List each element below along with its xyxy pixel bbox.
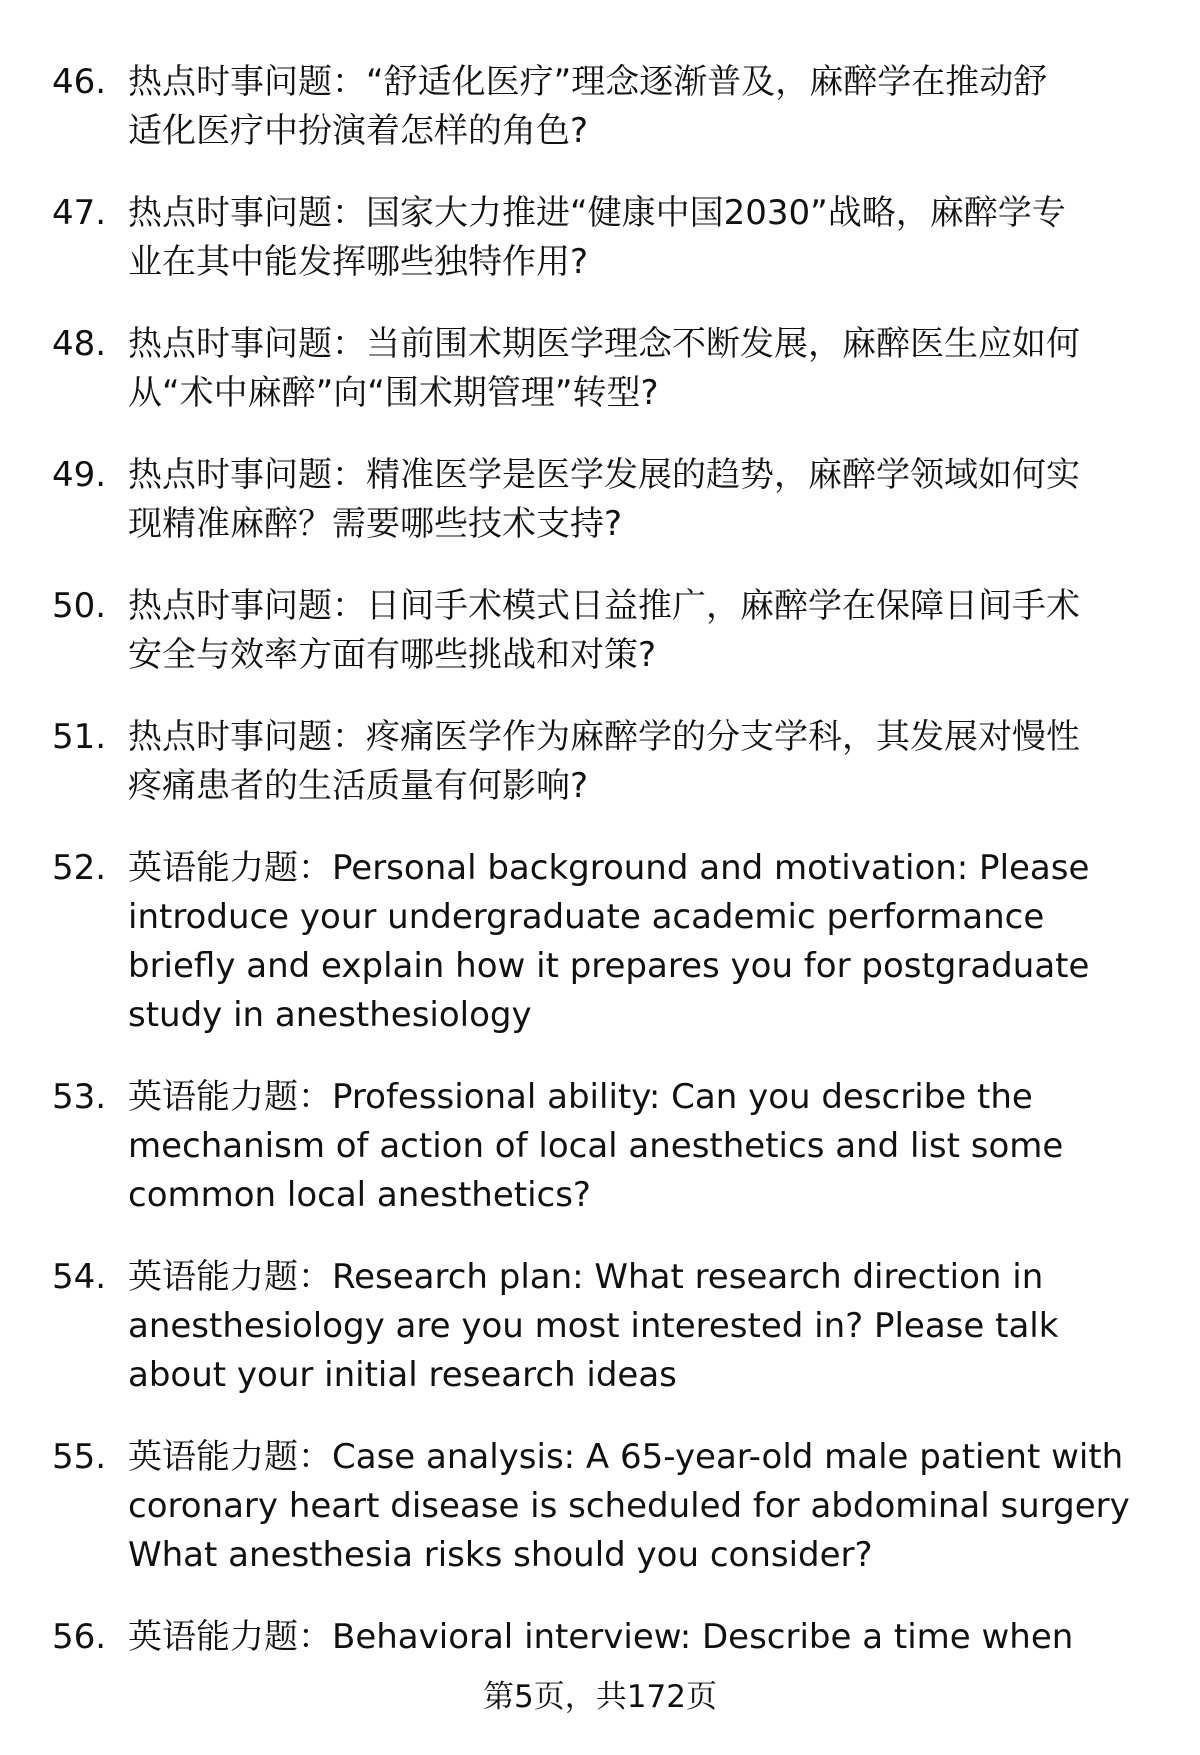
question-number: 52. xyxy=(52,848,107,888)
question-text-line: study in anesthesiology xyxy=(128,995,532,1035)
question-text xyxy=(128,713,1200,811)
question-number: 46. xyxy=(52,62,107,102)
question-item xyxy=(0,1613,1200,1662)
question-text xyxy=(128,189,1200,287)
question-number: 50. xyxy=(52,586,107,626)
question-text-line: 英语能力题：Behavioral interview: Describe a time when xyxy=(128,1617,1074,1657)
question-number: 47. xyxy=(52,193,107,233)
question-number: 54. xyxy=(52,1257,107,1297)
question-text-line: 热点时事问题：疼痛医学作为麻醉学的分支学科，其发展对慢性 xyxy=(128,717,1080,757)
question-item xyxy=(0,189,1200,287)
question-text-line: 热点时事问题：国家大力推进“健康中国2030”战略，麻醉学专 xyxy=(128,193,1066,233)
page-number: 第5页，共172页 xyxy=(483,1679,717,1715)
question-text-line: 从“术中麻醉”向“围术期管理”转型? xyxy=(128,373,659,413)
question-text xyxy=(128,582,1200,680)
question-list xyxy=(0,58,1200,1695)
question-item xyxy=(0,1073,1200,1220)
question-text-line: 业在其中能发挥哪些独特作用? xyxy=(128,242,589,282)
question-number: 53. xyxy=(52,1077,107,1117)
question-text-line: common local anesthetics? xyxy=(128,1175,591,1215)
question-number: 49. xyxy=(52,455,107,495)
question-text-line: 疼痛患者的生活质量有何影响? xyxy=(128,766,589,806)
question-number: 56. xyxy=(52,1617,107,1657)
question-item xyxy=(0,713,1200,811)
question-text-line: 热点时事问题：“舒适化医疗”理念逐渐普及，麻醉学在推动舒 xyxy=(128,62,1048,102)
question-text-line: introduce your undergraduate academic performance xyxy=(128,897,1045,937)
question-text-line: 安全与效率方面有哪些挑战和对策? xyxy=(128,635,657,675)
question-item xyxy=(0,844,1200,1040)
question-item xyxy=(0,1253,1200,1400)
question-item xyxy=(0,58,1200,156)
question-item xyxy=(0,320,1200,418)
question-text-line: anesthesiology are you most interested in? Please talk xyxy=(128,1306,1059,1346)
question-text xyxy=(128,1073,1200,1220)
question-number: 51. xyxy=(52,717,107,757)
question-item xyxy=(0,451,1200,549)
question-text-line: 英语能力题：Case analysis: A 65-year-old male patient with xyxy=(128,1437,1124,1477)
question-text xyxy=(128,1253,1200,1400)
question-item xyxy=(0,582,1200,680)
question-text-line: 热点时事问题：日间手术模式日益推广，麻醉学在保障日间手术 xyxy=(128,586,1080,626)
question-text-line: 英语能力题：Research plan: What research direction in xyxy=(128,1257,1044,1297)
question-number: 48. xyxy=(52,324,107,364)
question-text-line: What anesthesia risks should you consider? xyxy=(128,1535,873,1575)
question-item xyxy=(0,1433,1200,1580)
question-text xyxy=(128,451,1200,549)
question-text-line: mechanism of action of local anesthetics and list some xyxy=(128,1126,1064,1166)
question-text-line: 英语能力题：Professional ability: Can you describe the xyxy=(128,1077,1033,1117)
question-text xyxy=(128,58,1200,156)
question-text-line: coronary heart disease is scheduled for abdominal surgery xyxy=(128,1486,1130,1526)
question-text-line: 热点时事问题：当前围术期医学理念不断发展，麻醉医生应如何 xyxy=(128,324,1080,364)
question-text-line: 热点时事问题：精准医学是医学发展的趋势，麻醉学领域如何实 xyxy=(128,455,1080,495)
question-text xyxy=(128,844,1200,1040)
question-text xyxy=(128,320,1200,418)
question-text-line: 适化医疗中扮演着怎样的角色? xyxy=(128,111,589,151)
question-text-line: briefly and explain how it prepares you for postgraduate xyxy=(128,946,1090,986)
question-text xyxy=(128,1613,1200,1662)
question-text-line: about your initial research ideas xyxy=(128,1355,677,1395)
question-text-line: 现精准麻醉？需要哪些技术支持? xyxy=(128,504,623,544)
question-text xyxy=(128,1433,1200,1580)
question-text-line: 英语能力题：Personal background and motivation: Please xyxy=(128,848,1090,888)
question-number: 55. xyxy=(52,1437,107,1477)
